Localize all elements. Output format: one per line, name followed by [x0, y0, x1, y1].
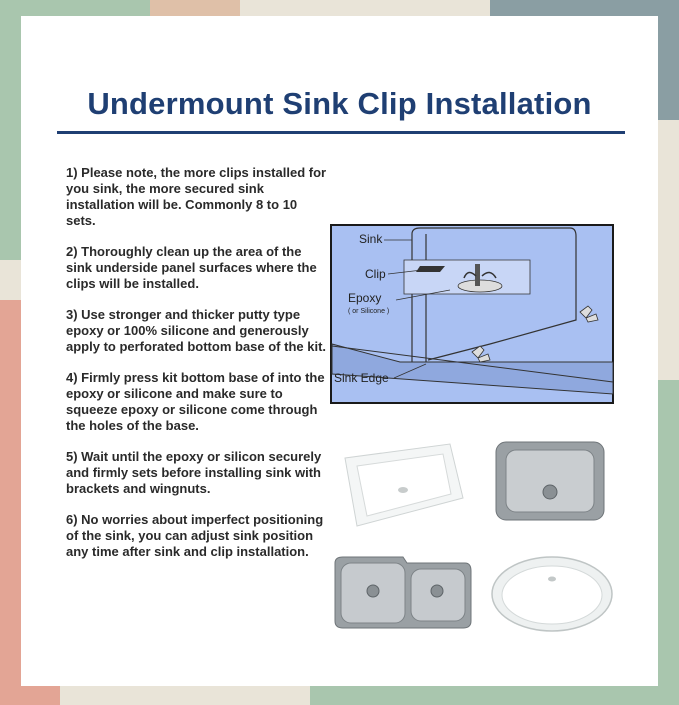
stainless-single-bowl-sink-image: [494, 440, 608, 522]
diagram-label-sink: Sink: [359, 232, 383, 246]
stainless-double-bowl-sink-image: [333, 555, 473, 630]
step-2: 2) Thoroughly clean up the area of the sink underside panel surfaces where the clips will be installed.: [66, 244, 317, 291]
white-oval-sink-image: [490, 555, 614, 633]
diagram-label-sink-edge: Sink Edge: [334, 371, 389, 385]
white-rectangular-sink-image: [335, 438, 465, 530]
page-title: Undermount Sink Clip Installation: [87, 86, 592, 121]
diagram-label-clip: Clip: [365, 267, 386, 281]
diagram-label-epoxy-note: ( or Silicone ): [348, 308, 390, 315]
step-6: 6) No worries about imperfect positioning of the sink, you can adjust sink position any time after sink and clip installation.: [66, 512, 324, 559]
title-divider: [57, 131, 625, 134]
step-1: 1) Please note, the more clips installed for you sink, the more secured sink installation will be. Commonly 8 to 10 sets.: [66, 165, 327, 228]
installation-diagram: [330, 224, 614, 404]
step-4: 4) Firmly press kit bottom base of into the epoxy or silicone and make sure to squeeze epoxy or silicone come through the holes of the base.: [66, 370, 325, 433]
instruction-list: [66, 165, 328, 575]
step-5: 5) Wait until the epoxy or silicon securely and firmly sets before installing sink with brackets and wingnuts.: [66, 449, 322, 496]
diagram-label-epoxy: Epoxy: [348, 291, 382, 305]
step-3: 3) Use stronger and thicker putty type epoxy or 100% silicone and generously apply to perforated bottom base of the kit.: [66, 307, 327, 354]
